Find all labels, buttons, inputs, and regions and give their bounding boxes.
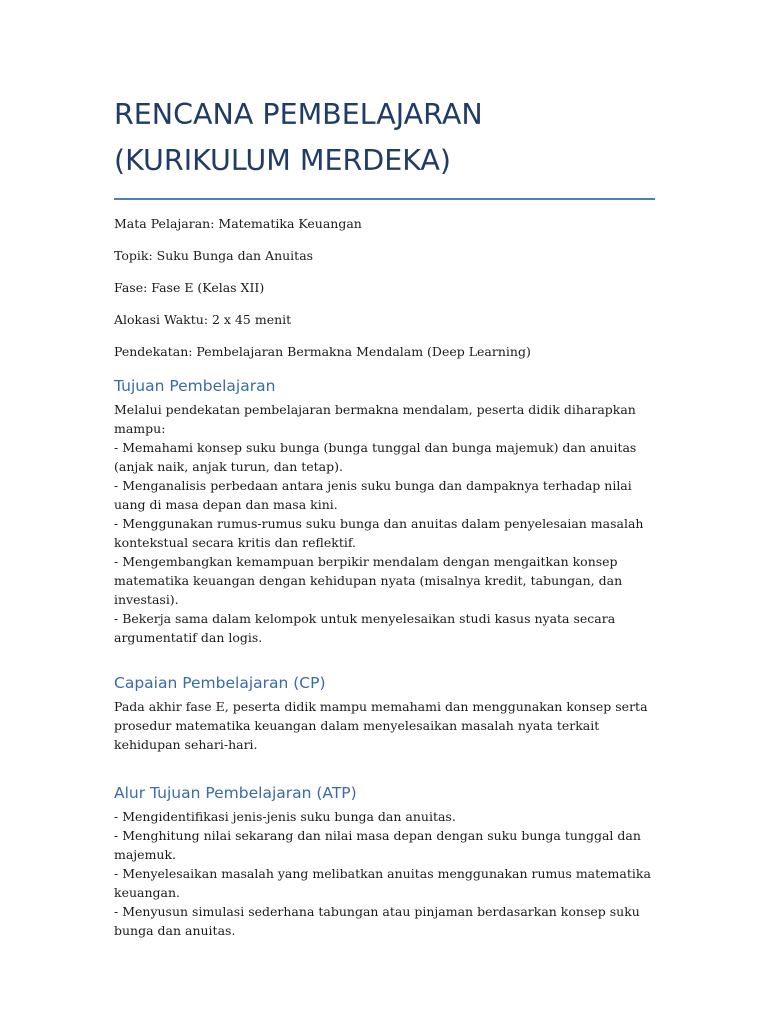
- section-learning-objectives: [114, 376, 660, 647]
- meta-phase: Fase: Fase E (Kelas XII): [114, 280, 265, 295]
- document-title: RENCANA PEMBELAJARAN (KURIKULUM MERDEKA): [114, 98, 483, 177]
- section-learning-flow: [114, 783, 660, 940]
- section-line: - Bekerja sama dalam kelompok untuk menyelesaikan studi kasus nyata secara argumentatif dan logis.: [114, 611, 616, 645]
- section-heading: Tujuan Pembelajaran: [114, 377, 276, 395]
- meta-time: Alokasi Waktu: 2 x 45 menit: [114, 312, 292, 327]
- meta-topic: Topik: Suku Bunga dan Anuitas: [114, 248, 314, 263]
- section-line: - Mengembangkan kemampuan berpikir mendalam dengan mengaitkan konsep matematika keuangan dengan kehidupan nyata (misalnya kredit, tabungan, dan investasi).: [114, 554, 623, 607]
- section-line: Melalui pendekatan pembelajaran bermakna mendalam, peserta didik diharapkan mampu:: [114, 402, 636, 436]
- meta-approach: Pendekatan: Pembelajaran Bermakna Mendalam (Deep Learning): [114, 344, 531, 359]
- section-line: - Menghitung nilai sekarang dan nilai masa depan dengan suku bunga tunggal dan majemuk.: [114, 828, 641, 862]
- section-line: - Mengidentifikasi jenis-jenis suku bunga dan anuitas.: [114, 809, 456, 824]
- section-line: - Menyelesaikan masalah yang melibatkan anuitas menggunakan rumus matematika keuangan.: [114, 866, 651, 900]
- section-line: - Menggunakan rumus-rumus suku bunga dan anuitas dalam penyelesaian masalah kontekstual secara kritis dan reflektif.: [114, 516, 644, 550]
- section-line: - Memahami konsep suku bunga (bunga tunggal dan bunga majemuk) dan anuitas (anjak naik, anjak turun, dan tetap).: [114, 440, 637, 474]
- document-page: [114, 92, 660, 940]
- section-line: - Menyusun simulasi sederhana tabungan atau pinjaman berdasarkan konsep suku bunga dan anuitas.: [114, 904, 640, 938]
- title-divider: [114, 198, 655, 200]
- meta-subject: Mata Pelajaran: Matematika Keuangan: [114, 216, 362, 231]
- section-line: Pada akhir fase E, peserta didik mampu memahami dan menggunakan konsep serta prosedur matematika keuangan dalam menyelesaikan masalah nyata terkait kehidupan sehari-hari.: [114, 699, 648, 752]
- section-heading: Alur Tujuan Pembelajaran (ATP): [114, 784, 357, 802]
- section-line: - Menganalisis perbedaan antara jenis suku bunga dan dampaknya terhadap nilai uang di masa depan dan masa kini.: [114, 478, 632, 512]
- section-heading: Capaian Pembelajaran (CP): [114, 674, 326, 692]
- section-learning-outcomes: [114, 673, 660, 754]
- metadata-block: [114, 216, 660, 360]
